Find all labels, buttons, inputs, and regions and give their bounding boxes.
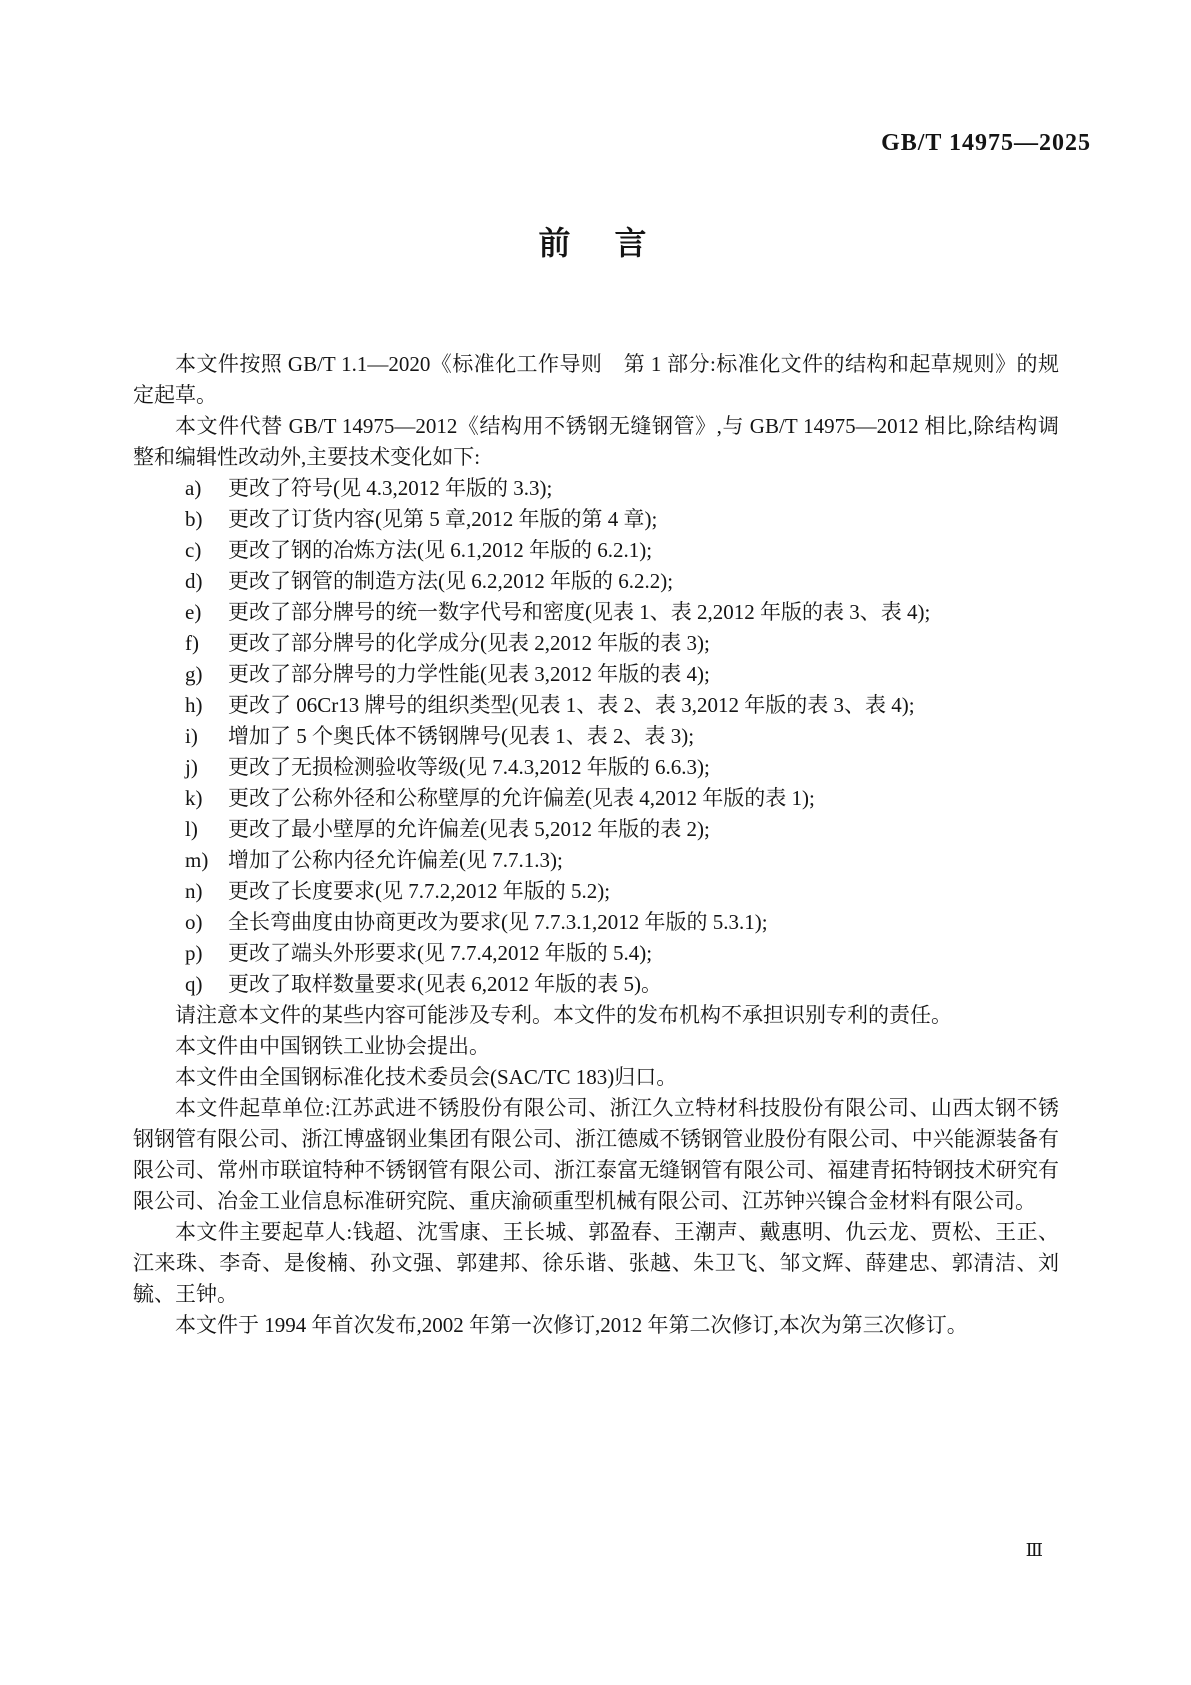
change-item-text: 更改了端头外形要求(见 7.7.4,2012 年版的 5.4); bbox=[228, 941, 653, 965]
change-item bbox=[133, 845, 1059, 876]
paragraph-replacement-note: 本文件代替 GB/T 14975—2012《结构用不锈钢无缝钢管》,与 GB/T 14975—2012 相比,除结构调整和编辑性改动外,主要技术变化如下: bbox=[133, 414, 1059, 469]
change-item-text: 增加了公称内径允许偏差(见 7.7.1.3); bbox=[228, 848, 563, 872]
change-item-text: 更改了取样数量要求(见表 6,2012 年版的表 5)。 bbox=[228, 972, 662, 996]
change-item-text: 增加了 5 个奥氏体不锈钢牌号(见表 1、表 2、表 3); bbox=[228, 724, 695, 748]
paragraph-drafting-units: 本文件起草单位:江苏武进不锈股份有限公司、浙江久立特材科技股份有限公司、山西太钢不锈钢钢管有限公司、浙江博盛钢业集团有限公司、浙江德威不锈钢管业股份有限公司、中兴能源装备有限公司、常州市联谊特种不锈钢管有限公司、浙江泰富无缝钢管有限公司、福建青拓特钢技术研究有限公司、冶金工业信息标准研究院、重庆渝硕重型机械有限公司、江苏钟兴镍合金材料有限公司。 bbox=[133, 1096, 1059, 1213]
change-item-text: 更改了公称外径和公称壁厚的允许偏差(见表 4,2012 年版的表 1); bbox=[228, 786, 815, 810]
paragraph-drafting-basis: 本文件按照 GB/T 1.1—2020《标准化工作导则 第 1 部分:标准化文件的结构和起草规则》的规定起草。 bbox=[133, 352, 1059, 407]
change-item bbox=[133, 659, 1059, 690]
change-item-text: 更改了无损检测验收等级(见 7.4.3,2012 年版的 6.6.3); bbox=[228, 755, 710, 779]
change-item-letter: c) bbox=[185, 538, 202, 562]
change-item-text: 更改了钢管的制造方法(见 6.2,2012 年版的 6.2.2); bbox=[228, 569, 674, 593]
change-item bbox=[133, 504, 1059, 535]
change-item bbox=[133, 535, 1059, 566]
change-item-letter: e) bbox=[185, 600, 202, 624]
change-item bbox=[133, 597, 1059, 628]
change-item bbox=[133, 907, 1059, 938]
change-item-text: 更改了部分牌号的化学成分(见表 2,2012 年版的表 3); bbox=[228, 631, 710, 655]
change-item-text: 全长弯曲度由协商更改为要求(见 7.7.3.1,2012 年版的 5.3.1); bbox=[228, 910, 768, 934]
paragraph-committee: 本文件由全国钢标准化技术委员会(SAC/TC 183)归口。 bbox=[175, 1065, 678, 1089]
change-item-text: 更改了部分牌号的力学性能(见表 3,2012 年版的表 4); bbox=[228, 662, 710, 686]
change-item-letter: o) bbox=[185, 910, 203, 934]
change-item-letter: i) bbox=[185, 724, 198, 748]
change-item-text: 更改了长度要求(见 7.7.2,2012 年版的 5.2); bbox=[228, 879, 611, 903]
change-item bbox=[133, 783, 1059, 814]
change-item-letter: a) bbox=[185, 476, 202, 500]
change-item bbox=[133, 814, 1059, 845]
technical-changes-list bbox=[133, 473, 1059, 1000]
page-number: Ⅲ bbox=[1025, 1540, 1043, 1560]
change-item-letter: d) bbox=[185, 569, 203, 593]
change-item-letter: k) bbox=[185, 786, 203, 810]
change-item bbox=[133, 566, 1059, 597]
paragraph-drafters: 本文件主要起草人:钱超、沈雪康、王长城、郭盈春、王潮声、戴惠明、仇云龙、贾松、王正、江来珠、李奇、是俊楠、孙文强、郭建邦、徐乐谐、张越、朱卫飞、邹文辉、薛建忠、郭清洁、刘毓、王钟。 bbox=[133, 1220, 1059, 1306]
change-item bbox=[133, 876, 1059, 907]
change-item bbox=[133, 473, 1059, 504]
change-item-letter: n) bbox=[185, 879, 203, 903]
change-item-text: 更改了部分牌号的统一数字代号和密度(见表 1、表 2,2012 年版的表 3、表 4); bbox=[228, 600, 931, 624]
page-title: 前 言 bbox=[538, 225, 653, 261]
change-item-text: 更改了符号(见 4.3,2012 年版的 3.3); bbox=[228, 476, 553, 500]
standard-code: GB/T 14975—2025 bbox=[881, 130, 1091, 156]
change-item-letter: h) bbox=[185, 693, 203, 717]
change-item-letter: m) bbox=[185, 848, 209, 872]
change-item-letter: q) bbox=[185, 972, 203, 996]
change-item-text: 更改了订货内容(见第 5 章,2012 年版的第 4 章); bbox=[228, 507, 658, 531]
foreword-body bbox=[133, 349, 1059, 1341]
change-item bbox=[133, 690, 1059, 721]
change-item bbox=[133, 969, 1059, 1000]
paragraph-proposer: 本文件由中国钢铁工业协会提出。 bbox=[175, 1034, 490, 1058]
change-item-letter: j) bbox=[185, 755, 198, 779]
paragraph-revision-history: 本文件于 1994 年首次发布,2002 年第一次修订,2012 年第二次修订,本次为第三次修订。 bbox=[175, 1313, 968, 1337]
change-item-letter: f) bbox=[185, 631, 199, 655]
change-item-text: 更改了最小壁厚的允许偏差(见表 5,2012 年版的表 2); bbox=[228, 817, 710, 841]
paragraph-patent-notice: 请注意本文件的某些内容可能涉及专利。本文件的发布机构不承担识别专利的责任。 bbox=[175, 1003, 952, 1027]
change-item bbox=[133, 628, 1059, 659]
change-item-letter: l) bbox=[185, 817, 198, 841]
change-item bbox=[133, 721, 1059, 752]
change-item-text: 更改了 06Cr13 牌号的组织类型(见表 1、表 2、表 3,2012 年版的表 3、表 4); bbox=[228, 693, 915, 717]
change-item-letter: g) bbox=[185, 662, 203, 686]
change-item-letter: p) bbox=[185, 941, 203, 965]
change-item bbox=[133, 752, 1059, 783]
change-item bbox=[133, 938, 1059, 969]
change-item-letter: b) bbox=[185, 507, 203, 531]
change-item-text: 更改了钢的冶炼方法(见 6.1,2012 年版的 6.2.1); bbox=[228, 538, 653, 562]
